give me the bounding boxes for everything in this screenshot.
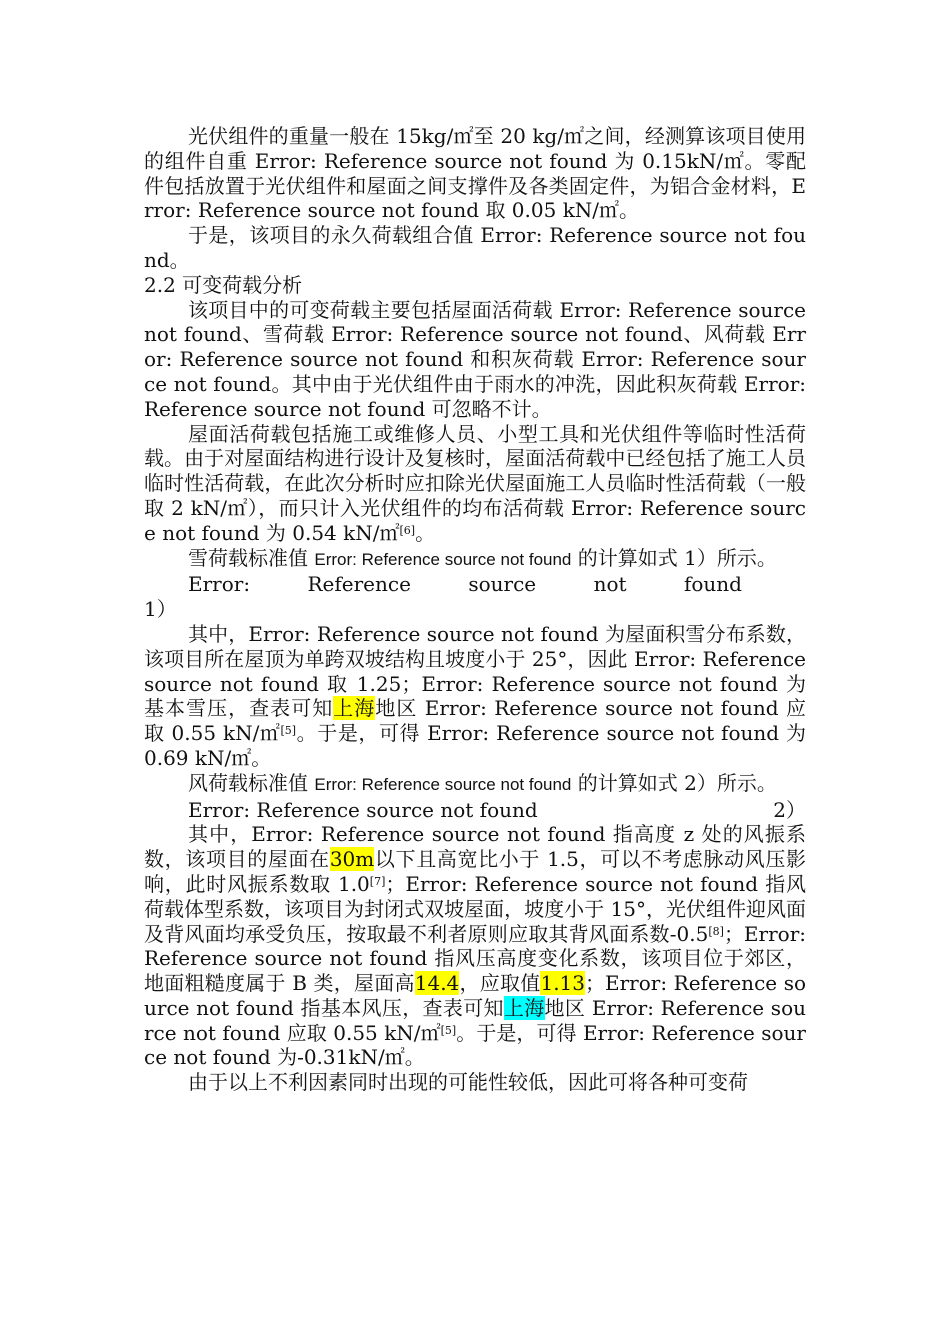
paragraph-wind-load-intro: 风荷载标准值 Error: Reference source not found 的计算如式 2）所示。	[188, 770, 777, 795]
paragraph-roof-live-load: 屋面活荷载包括施工或维修人员、小型工具和光伏组件等临时性活荷载。由于对屋面结构进行设计及复核时，屋面活荷载中已经包括了施工人员临时性活荷载，在此次分析时应扣除光伏屋面施工人员临时性活荷载（一般取 2 kN/㎡），而只计入光伏组件的均布活荷载 Error: Reference source not found 为 0.54 kN/㎡[6]。	[144, 421, 806, 545]
paragraph-snow-load-params: 其中，Error: Reference source not found 为屋面积雪分布系数，该项目所在屋顶为单跨双坡结构且坡度小于 25°，因此 Error: Reference source not found 取 1.25；Error: Reference source not found 为基本雪压，查表可知上海地区 Error: Reference source not found 应取 0.55 kN/㎡[5]。于是，可得 Error: Reference source not found 为 0.69 kN/㎡。	[144, 621, 807, 770]
citation-5[interactable]: [5]	[440, 1023, 457, 1037]
section-heading-2-2: 2.2 可变荷载分析	[144, 272, 303, 297]
document-page	[144, 124, 806, 1095]
equation-1-number: 1）	[144, 597, 177, 622]
reference-error-field: Error: Reference source not found	[314, 549, 572, 569]
paragraph-variable-loads: 该项目中的可变荷载主要包括屋面活荷载 Error: Reference source not found、雪荷载 Error: Reference source not found、风荷载 Error: Reference source not found 和积灰荷载 Error: Reference source not found。其中由于光伏组件由于雨水的冲洗，因此积灰荷载 Error: Reference source not found 可忽略不计。	[144, 297, 806, 421]
highlight-1-13: 1.13	[540, 971, 585, 996]
paragraph-self-weight: 光伏组件的重量一般在 15kg/㎡至 20 kg/㎡之间，经测算该项目使用的组件自重 Error: Reference source not found 为 0.15kN/㎡。零配件包括放置于光伏组件和屋面之间支撑件及各类固定件，为铝合金材料，Error: Reference source not found 取 0.05 kN/㎡。	[144, 124, 806, 223]
highlight-30m: 30m	[329, 847, 375, 872]
equation-2: Error: Reference source not found 2）	[188, 797, 806, 822]
highlight-14-4: 14.4	[414, 971, 460, 996]
highlight-shanghai-cyan: 上海	[503, 995, 545, 1020]
equation-1: Error: Reference source not found	[188, 572, 742, 597]
highlight-shanghai: 上海	[333, 696, 376, 721]
paragraph-permanent-load: 于是，该项目的永久荷载组合值 Error: Reference source not found。	[144, 223, 806, 272]
citation-7[interactable]: [7]	[369, 874, 386, 888]
citation-8[interactable]: [8]	[708, 924, 724, 938]
equation-2-number: 2）	[773, 797, 806, 822]
citation-6[interactable]: [6]	[399, 523, 416, 537]
paragraph-combination: 由于以上不利因素同时出现的可能性较低，因此可将各种可变荷	[188, 1070, 748, 1095]
paragraph-snow-load-intro: 雪荷载标准值 Error: Reference source not found 的计算如式 1）所示。	[188, 545, 777, 570]
citation-5[interactable]: [5]	[280, 724, 297, 738]
reference-error-field: Error: Reference source not found	[314, 774, 572, 794]
paragraph-wind-load-params: 其中，Error: Reference source not found 指高度 z 处的风振系数，该项目的屋面在30m以下且高宽比小于 1.5，可以不考虑脉动风压影响，此时风振系数取 1.0[7]；Error: Reference source not found 指风荷载体型系数，该项目为封闭式双坡屋面，坡度小于 15°，光伏组件迎风面及背风面均承受负压，按取最不利者原则应取其背风面系数-0.5[8]；Error: Reference source not found 指风压高度变化系数，该项目位于郊区，地面粗糙度属于 B 类，屋面高14.4，应取值1.13；Error: Reference source not found 指基本风压，查表可知上海地区 Error: Reference source not found 应取 0.55 kN/㎡[5]。于是，可得 Error: Reference source not found 为-0.31kN/㎡。	[144, 822, 807, 1070]
